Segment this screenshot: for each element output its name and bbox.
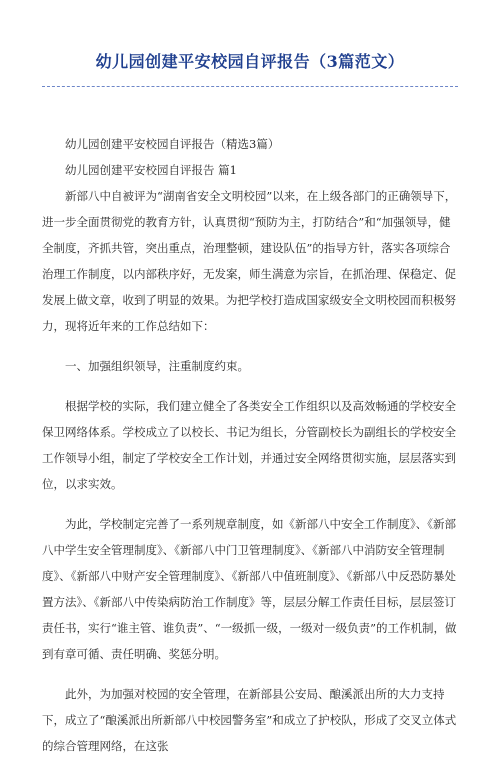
paragraph-heading-1: 一、加强组织领导，注重制度约束。 — [65, 359, 249, 373]
paragraph-section-heading: 幼儿园创建平安校园自评报告 篇1 — [65, 163, 237, 177]
paragraph-intro: 新部八中自被评为“湖南省安全文明校园”以来，在上级各部门的正确领导下，进一步全面贯彻党的教育方针，认真贯彻“预防为主，打防结合”和“加强领导，健全制度，齐抓共管，突出重点，治理整顿，建设队伍”的指导方针，落实各项综合治理工作制度，以内部秩序好，无发案，师生满意为宗旨，在抓治理、保稳定、促发展上做文章，收到了明显的效果。为把学校打造成国家级安全文明校园而积极努力，现将近年来的工作总结如下： — [42, 189, 457, 333]
title-divider — [42, 86, 458, 87]
paragraph-organization: 根据学校的实际，我们建立健全了各类安全工作组织以及高效畅通的学校安全保卫网络体系。学校成立了以校长、书记为组长，分管副校长为副组长的学校安全工作领导小组，制定了学校安全工作计划，并通过安全网络贯彻实施，层层落实到位，以求实效。 — [42, 399, 456, 491]
paragraph-subtitle: 幼儿园创建平安校园自评报告（精选3篇） — [65, 137, 280, 151]
paragraph-police-station: 此外，为加强对校园的安全管理，在新部县公安局、酿溪派出所的大力支持下，成立了“酿溪派出所新部八中校园警务室”和成立了护校队，形成了交叉立体式的综合管理网络，在这张 — [42, 687, 457, 753]
paragraph-regulations: 为此，学校制定完善了一系列规章制度，如《新部八中安全工作制度》、《新部八中学生安全管理制度》、《新部八中门卫管理制度》、《新部八中消防安全管理制度》、《新部八中财产安全管理制度》、《新部八中值班制度》、《新部八中反恐防暴处置方法》、《新部八中传染病防治工作制度》等，层层分解工作责任目标，层层签订责任书，实行“谁主管、谁负责”、“一级抓一级，一级对一级负责”的工作机制，做到有章可循、责任明确、奖惩分明。 — [42, 517, 457, 661]
document-body — [0, 131, 500, 759]
document-title: 幼儿园创建平安校园自评报告（3篇范文） — [95, 52, 405, 71]
